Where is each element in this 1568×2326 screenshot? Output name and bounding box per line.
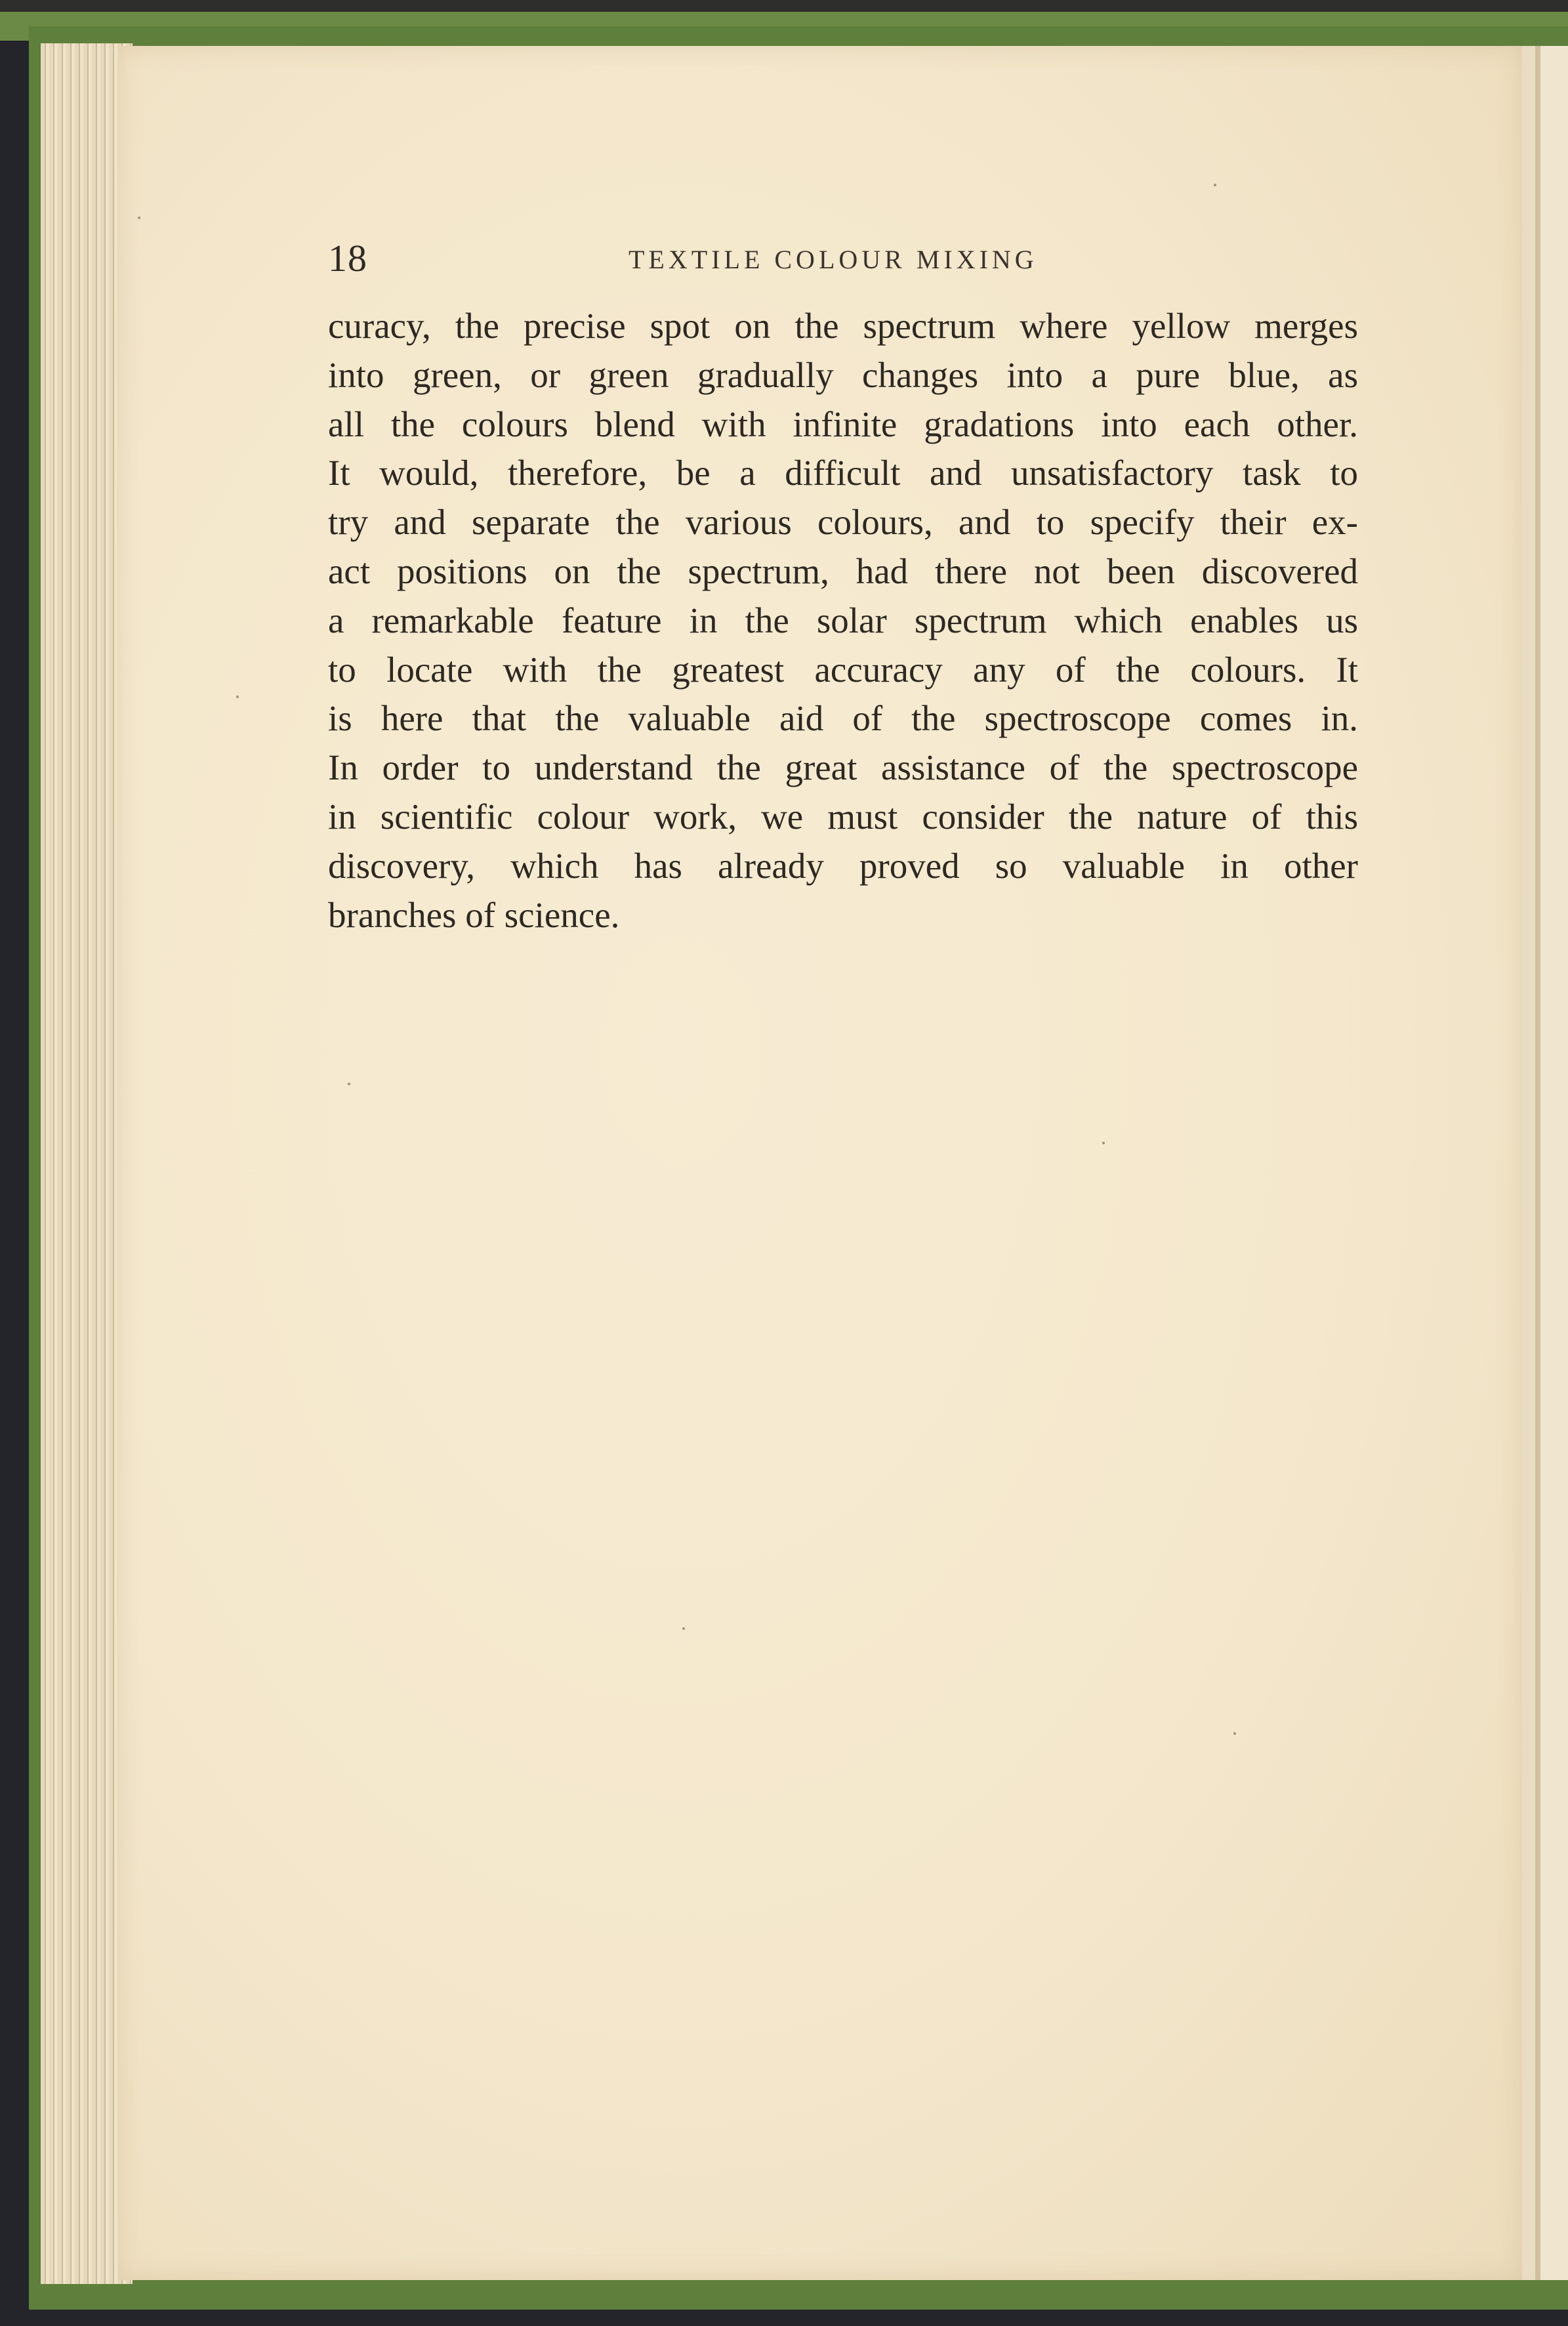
paper-speck	[1214, 184, 1216, 186]
paper-speck	[682, 1627, 685, 1630]
next-page-edge	[1516, 46, 1568, 2280]
paper-speck	[1102, 1142, 1105, 1144]
text-line: branches of science.	[328, 894, 620, 935]
paper-speck	[138, 217, 140, 219]
paper-speck	[1233, 1732, 1236, 1735]
text-line: into green, or green gradually changes into a pure blue, as	[328, 354, 1358, 395]
paper-speck	[236, 696, 239, 698]
text-line: try and separate the various colours, and to specify their ex-	[328, 502, 1358, 543]
text-line: curacy, the precise spot on the spectrum where yellow merges	[328, 306, 1358, 346]
text-line: a remarkable feature in the solar spectrum which enables us	[328, 600, 1358, 640]
text-line: act positions on the spectrum, had there not been discovered	[328, 550, 1358, 591]
running-title: TEXTILE COLOUR MIXING	[629, 245, 1038, 274]
text-line: all the colours blend with infinite gradations into each other.	[328, 404, 1358, 444]
running-header	[328, 236, 1483, 282]
paper-speck	[348, 1083, 350, 1085]
text-line: In order to understand the great assistance of the spectroscope	[328, 747, 1358, 788]
text-line: to locate with the greatest accuracy any of the colours. It	[328, 649, 1358, 690]
text-line: in scientific colour work, we must consider the nature of this	[328, 796, 1358, 837]
text-line: It would, therefore, be a difficult and unsatisfactory task to	[328, 453, 1358, 493]
body-paragraph	[328, 302, 1358, 940]
text-line: is here that the valuable aid of the spectroscope comes in.	[328, 698, 1358, 739]
page-number: 18	[328, 237, 367, 280]
text-line: discovery, which has already proved so valuable in other	[328, 845, 1358, 886]
